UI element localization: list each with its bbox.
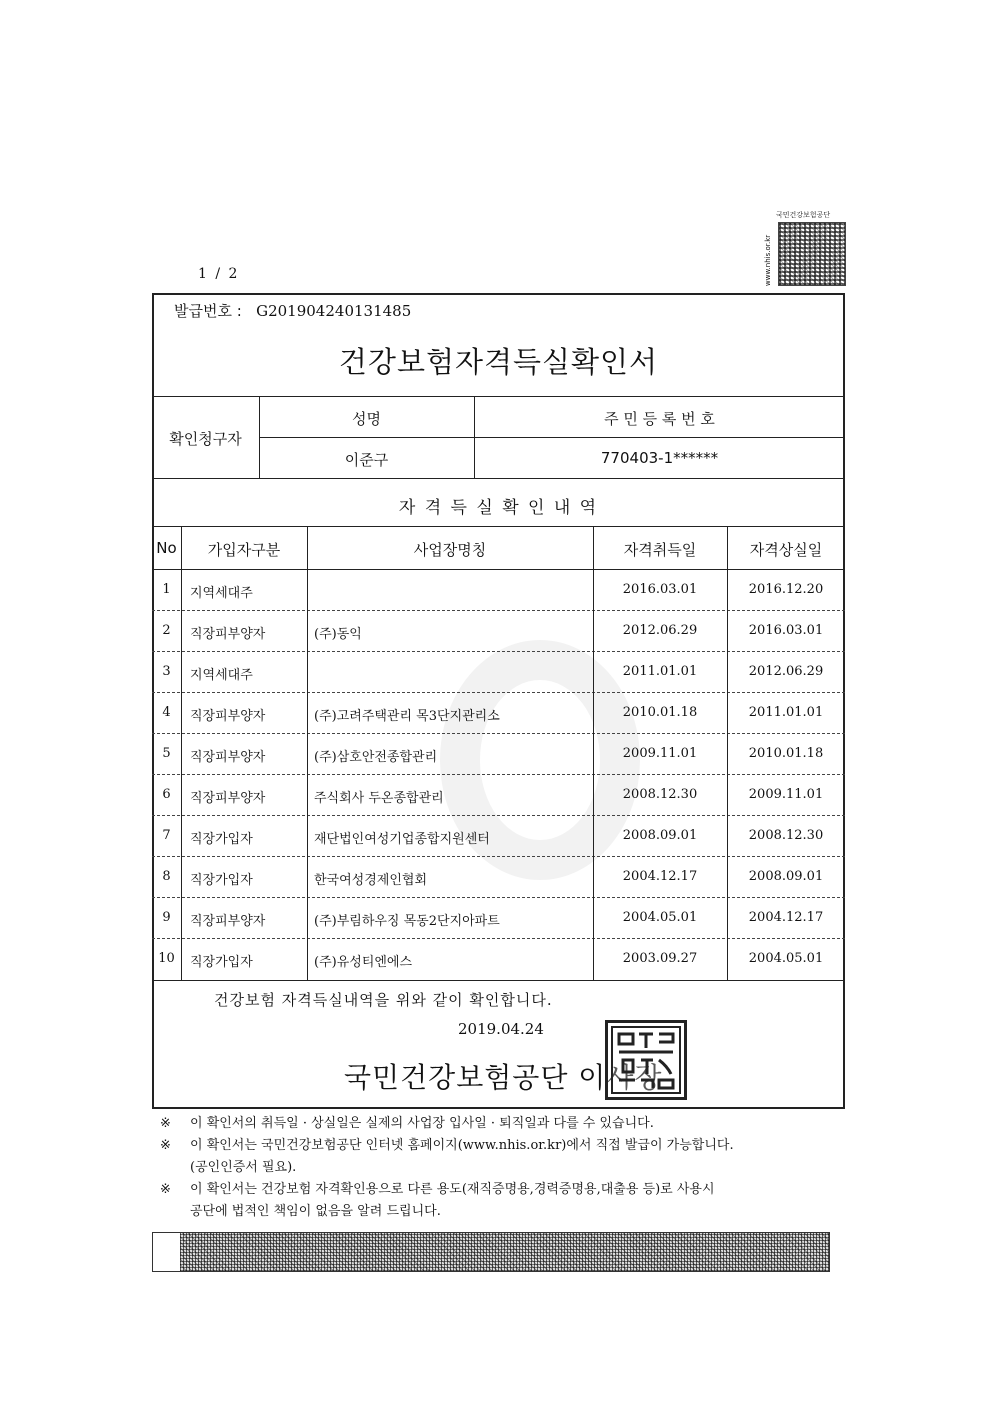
row-no: 7 (162, 828, 171, 843)
row-lost-date: 2016.12.20 (748, 582, 824, 597)
row-workplace: 한국여성경제인협회 (314, 873, 428, 888)
row-lost-date: 2012.06.29 (748, 664, 824, 679)
row-member-type: 직장피부양자 (190, 750, 266, 765)
rule-below-requester (152, 478, 845, 479)
footnote-text: 공단에 법적인 책임이 없음을 알려 드립니다. (190, 1204, 441, 1219)
row-no: 5 (162, 746, 171, 761)
row-acquired-date: 2008.09.01 (622, 828, 698, 843)
row-lost-date: 2016.03.01 (748, 623, 824, 638)
row-no: 1 (162, 582, 171, 597)
footnote (160, 1179, 734, 1201)
row-member-type: 직장가입자 (190, 832, 253, 847)
footnote-text: 이 확인서의 취득일 · 상실일은 실제의 사업장 입사일 · 퇴직일과 다를 수 있습니다. (190, 1116, 654, 1131)
row-member-type: 직장피부양자 (190, 791, 266, 806)
row-workplace: (주)유성티엔에스 (314, 955, 413, 970)
row-member-type: 직장가입자 (190, 955, 253, 970)
row-separator (152, 692, 845, 693)
rule-below-title (152, 396, 845, 397)
row-member-type: 직장가입자 (190, 873, 253, 888)
row-member-type: 직장피부양자 (190, 709, 266, 724)
qr-pattern (778, 222, 846, 286)
seal-mark (609, 1024, 683, 1096)
official-seal (605, 1020, 687, 1100)
footnote-mark: ※ (160, 1138, 171, 1153)
rule-below-section-title (152, 526, 845, 527)
column-header-lost-date: 자격상실일 (749, 541, 823, 559)
footnote (160, 1201, 734, 1223)
requester-section-label: 확인청구자 (169, 430, 242, 448)
row-member-type: 지역세대주 (190, 586, 253, 601)
row-lost-date: 2008.12.30 (748, 828, 824, 843)
row-separator (152, 733, 845, 734)
column-divider (181, 526, 182, 980)
issue-number-value: G201904240131485 (256, 302, 412, 320)
row-separator (152, 815, 845, 816)
footnote-text: 이 확인서는 국민건강보험공단 인터넷 홈페이지(www.nhis.or.kr)에서 직접 발급이 가능합니다. (190, 1138, 734, 1153)
row-no: 2 (162, 623, 171, 638)
row-lost-date: 2004.12.17 (748, 910, 824, 925)
footnote (160, 1113, 734, 1135)
requester-id-number: 770403-1****** (600, 449, 719, 467)
row-lost-date: 2009.11.01 (748, 787, 824, 802)
barcode-pattern (180, 1233, 829, 1271)
column-divider (307, 526, 308, 980)
row-acquired-date: 2012.06.29 (622, 623, 698, 638)
row-acquired-date: 2008.12.30 (622, 787, 698, 802)
row-lost-date: 2004.05.01 (748, 951, 824, 966)
row-acquired-date: 2016.03.01 (622, 582, 698, 597)
row-no: 6 (162, 787, 171, 802)
row-separator (152, 774, 845, 775)
requester-name: 이준구 (344, 451, 389, 469)
page-indicator: 1 / 2 (198, 266, 240, 282)
footnote (160, 1135, 734, 1157)
row-acquired-date: 2003.09.27 (622, 951, 698, 966)
row-no: 10 (158, 951, 175, 966)
qr-header-text: 국민건강보험공단 (776, 211, 831, 219)
row-acquired-date: 2011.01.01 (622, 664, 698, 679)
row-workplace: (주)부림하우징 목동2단지아파트 (314, 914, 500, 929)
footnote-mark: ※ (160, 1116, 171, 1131)
requester-name-header: 성명 (352, 410, 381, 428)
row-acquired-date: 2004.12.17 (622, 869, 698, 884)
row-workplace: 주식회사 두온종합관리 (314, 791, 444, 806)
column-header-workplace: 사업장명칭 (413, 541, 487, 559)
row-workplace: 재단법인여성기업종합지원센터 (314, 832, 490, 847)
row-lost-date: 2011.01.01 (748, 705, 824, 720)
footnote (160, 1157, 734, 1179)
column-header-acquired-date: 자격취득일 (623, 541, 697, 559)
issue-date: 2019.04.24 (458, 1020, 544, 1038)
row-separator (152, 651, 845, 652)
issue-number-label: 발급번호 : (174, 302, 242, 320)
row-lost-date: 2008.09.01 (748, 869, 824, 884)
row-workplace: (주)삼호안전종합관리 (314, 750, 438, 765)
verification-barcode (152, 1232, 830, 1272)
row-separator (152, 897, 845, 898)
row-no: 3 (162, 664, 171, 679)
row-workplace: (주)동익 (314, 627, 362, 642)
row-no: 9 (162, 910, 171, 925)
row-lost-date: 2010.01.18 (748, 746, 824, 761)
history-section-title: 자 격 득 실 확 인 내 역 (398, 498, 599, 518)
column-header-member-type: 가입자구분 (207, 541, 281, 559)
rule-below-table (152, 980, 845, 981)
row-member-type: 지역세대주 (190, 668, 253, 683)
row-no: 8 (162, 869, 171, 884)
row-acquired-date: 2010.01.18 (622, 705, 698, 720)
issuer-name: 국민건강보험공단 이사장 (344, 1061, 663, 1094)
row-separator (152, 610, 845, 611)
footnote-mark: ※ (160, 1182, 171, 1197)
row-member-type: 직장피부양자 (190, 914, 266, 929)
row-separator (152, 938, 845, 939)
qr-side-text: www.nhis.or.kr (764, 234, 772, 286)
issue-number-line (174, 300, 411, 321)
row-separator (152, 856, 845, 857)
rule-requester-mid (259, 437, 845, 438)
column-header-no: No (156, 539, 177, 557)
footnotes (160, 1113, 734, 1223)
row-no: 4 (162, 705, 171, 720)
requester-id-header: 주 민 등 록 번 호 (604, 410, 715, 428)
row-member-type: 직장피부양자 (190, 627, 266, 642)
verification-qr-code (764, 210, 846, 286)
row-acquired-date: 2009.11.01 (622, 746, 698, 761)
document-title: 건강보험자격득실확인서 (338, 345, 659, 379)
confirmation-statement: 건강보험 자격득실내역을 위와 같이 확인합니다. (214, 991, 553, 1009)
rule-below-column-header (152, 569, 845, 570)
footnote-text: (공인인증서 필요). (190, 1160, 297, 1175)
row-workplace: (주)고려주택관리 목3단지관리소 (314, 709, 500, 724)
row-acquired-date: 2004.05.01 (622, 910, 698, 925)
footnote-text: 이 확인서는 건강보험 자격확인용으로 다른 용도(재직증명용,경력증명용,대출용 등)로 사용시 (190, 1182, 715, 1197)
barcode-blank-area (153, 1233, 181, 1271)
